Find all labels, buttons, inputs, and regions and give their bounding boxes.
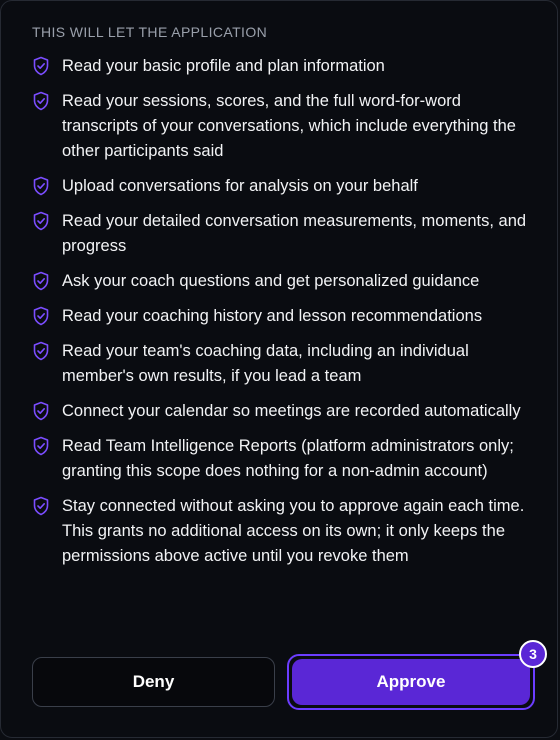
permission-text: Stay connected without asking you to approve again each time. This grants no additional access on its own; it only keeps the permissions above active until you revoke them [62, 497, 525, 565]
shield-check-icon [32, 341, 50, 361]
permission-text: Read your team's coaching data, including an individual member's own results, if you lead a team [62, 342, 469, 385]
permission-text: Ask your coach questions and get personalized guidance [62, 272, 480, 290]
permission-item [32, 304, 532, 329]
deny-button[interactable]: Deny [32, 657, 275, 707]
permission-item [32, 209, 532, 259]
shield-check-icon [32, 401, 50, 421]
permission-item [32, 434, 532, 484]
permission-text: Read your sessions, scores, and the full word-for-word transcripts of your conversations, which include everything the other participants said [62, 92, 516, 160]
shield-check-icon [32, 211, 50, 231]
approve-count-badge: 3 [519, 640, 547, 668]
permission-item [32, 399, 532, 424]
shield-check-icon [32, 496, 50, 516]
approve-button[interactable]: Approve [292, 659, 530, 705]
permission-list [32, 54, 532, 579]
permission-text: Connect your calendar so meetings are recorded automatically [62, 402, 521, 420]
permission-text: Read your detailed conversation measurements, moments, and progress [62, 212, 527, 255]
permissions-heading: THIS WILL LET THE APPLICATION [32, 24, 268, 40]
shield-check-icon [32, 306, 50, 326]
shield-check-icon [32, 56, 50, 76]
permission-text: Read Team Intelligence Reports (platform administrators only; granting this scope does nothing for a non-admin account) [62, 437, 514, 480]
permission-item [32, 174, 532, 199]
permission-item [32, 269, 532, 294]
permission-item [32, 89, 532, 164]
shield-check-icon [32, 436, 50, 456]
permission-text: Upload conversations for analysis on your behalf [62, 177, 418, 195]
permission-item [32, 339, 532, 389]
permission-text: Read your basic profile and plan information [62, 57, 385, 75]
approve-button-focus-ring [287, 654, 535, 710]
shield-check-icon [32, 271, 50, 291]
permission-item [32, 494, 532, 569]
shield-check-icon [32, 91, 50, 111]
permission-text: Read your coaching history and lesson recommendations [62, 307, 483, 325]
permission-item [32, 54, 532, 79]
shield-check-icon [32, 176, 50, 196]
